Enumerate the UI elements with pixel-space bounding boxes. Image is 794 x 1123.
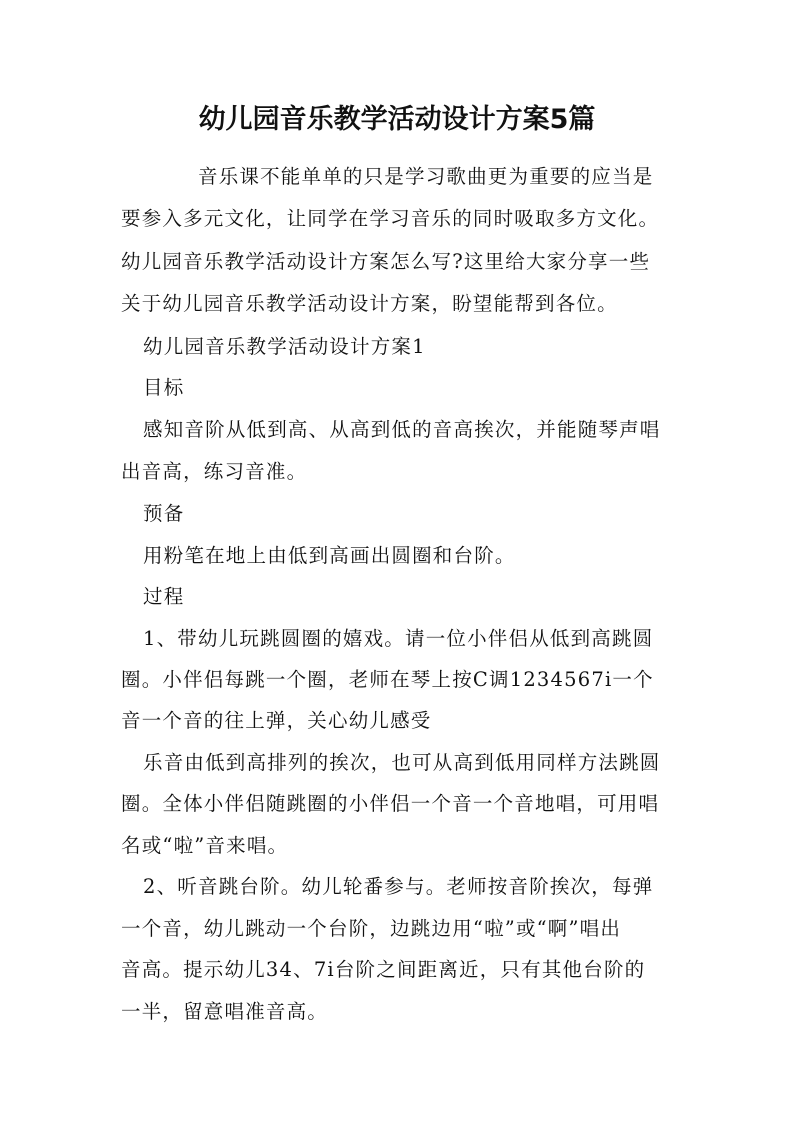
- page-title: 幼儿园音乐教学活动设计方案5篇: [198, 104, 596, 135]
- body-line-10: 用粉笔在地上由低到高画出圆圈和台阶。: [143, 544, 516, 567]
- body-line-19: 一个音，幼儿跳动一个台阶，边跳边用“啦”或“啊”唱出: [121, 917, 622, 940]
- body-line-4: 关于幼儿园音乐教学活动设计方案，盼望能帮到各位。: [121, 292, 618, 315]
- subheading-prepare: 预备: [143, 502, 185, 525]
- body-line-16: 圈。全体小伴侣随跳圈的小伴侣一个音一个音地唱，可用唱: [121, 792, 660, 815]
- body-line-13: 圈。小伴侣每跳一个圈，老师在琴上按C调1234567i一个: [121, 668, 654, 691]
- body-line-12: 1、带幼儿玩跳圆圈的嬉戏。请一位小伴侣从低到高跳圆: [143, 627, 654, 650]
- body-line-1: 音乐课不能单单的只是学习歌曲更为重要的应当是: [198, 165, 654, 188]
- body-line-14: 音一个音的往上弹，关心幼儿感受: [121, 709, 432, 732]
- body-line-18: 2、听音跳台阶。幼儿轮番参与。老师按音阶挨次，每弹: [143, 875, 654, 898]
- body-line-2: 要参入多元文化，让同学在学习音乐的同时吸取多方文化。: [121, 207, 660, 230]
- subheading-goal: 目标: [143, 376, 185, 399]
- body-line-3: 幼儿园音乐教学活动设计方案怎么写?这里给大家分享一些: [121, 250, 651, 273]
- body-line-8: 出音高，练习音准。: [121, 460, 308, 483]
- body-line-7: 感知音阶从低到高、从高到低的音高挨次，并能随琴声唱: [143, 418, 661, 441]
- subheading-process: 过程: [143, 585, 185, 608]
- section-heading: 幼儿园音乐教学活动设计方案1: [143, 335, 426, 358]
- body-line-15: 乐音由低到高排列的挨次，也可从高到低用同样方法跳圆: [143, 751, 661, 774]
- body-line-17: 名或“啦”音来唱。: [121, 834, 289, 857]
- body-line-21: 一半，留意唱准音高。: [121, 1000, 329, 1023]
- body-line-20: 音高。提示幼儿34、7i台阶之间距离近，只有其他台阶的: [121, 958, 646, 981]
